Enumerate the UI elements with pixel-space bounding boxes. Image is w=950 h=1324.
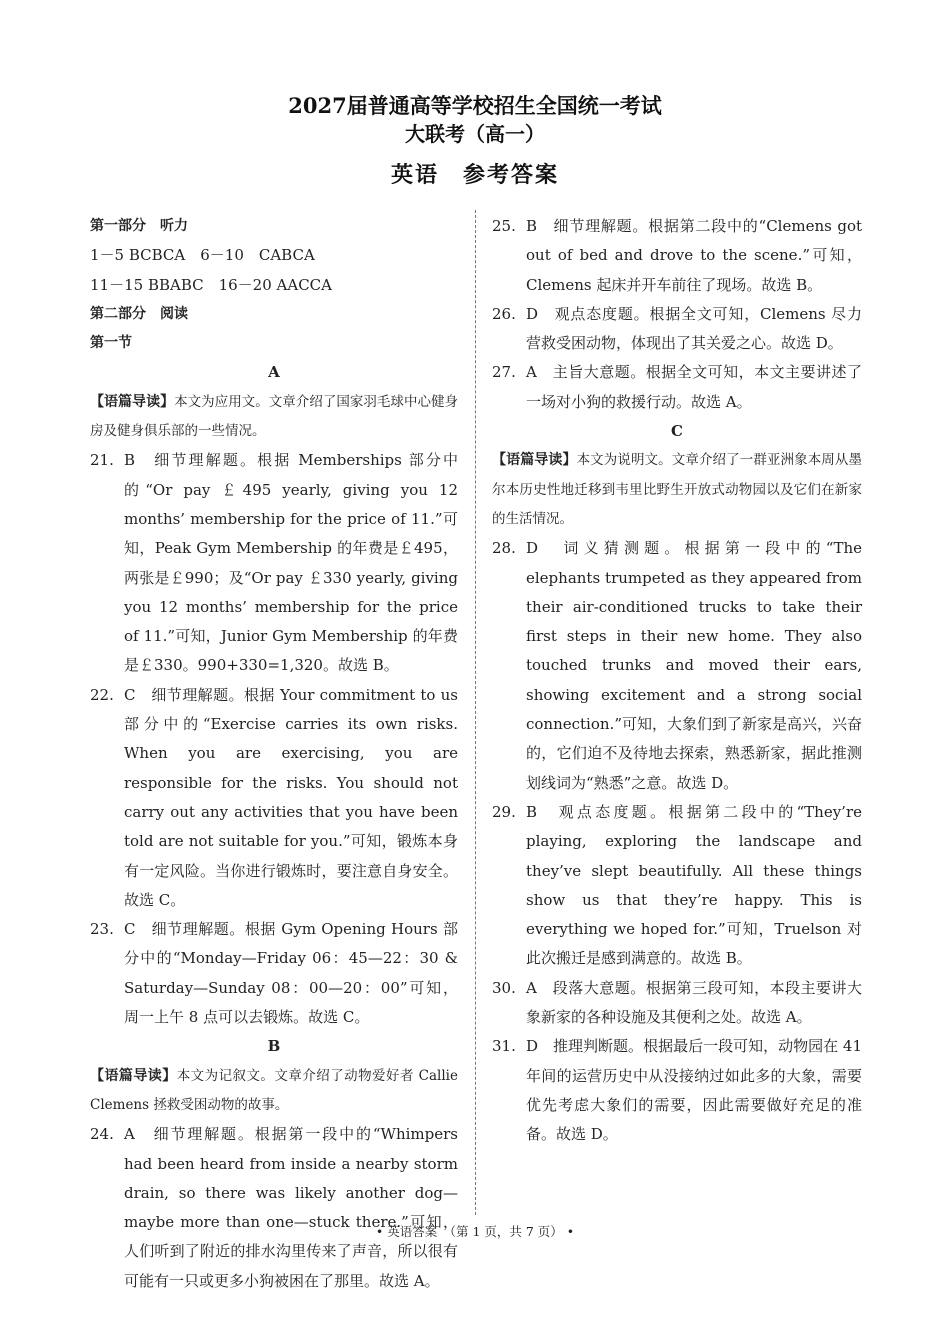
- column-divider: [475, 210, 476, 1215]
- answer-item: [492, 358, 862, 417]
- guide-text: 本文为说明文。文章介绍了一群亚洲象本周从墨尔本历史性地迁移到韦里比野生开放式动物园以及它们在新家的生活情况。: [492, 452, 863, 527]
- passage-b-label: B: [267, 1037, 281, 1056]
- item-number: 30.: [492, 978, 516, 997]
- left-column: [90, 212, 458, 1296]
- item-text: C 细节理解题。根据 Your commitment to us 部分中的“Exercise carries its own risks. When you are exercising, you are responsible for the risks. You should not carry out any activities that you have been told are not suitable for you.”可知，锻炼本身有一定风险。当你进行锻炼时，要注意自身安全。故选 C。: [124, 685, 458, 909]
- answer-item: [90, 446, 458, 680]
- item-number: 24.: [90, 1125, 114, 1144]
- passage-b-guide: [90, 1062, 458, 1121]
- item-number: 29.: [492, 802, 516, 821]
- passage-c-guide: [492, 446, 862, 534]
- passage-c-label: C: [671, 422, 683, 441]
- document-title: 英语 参考答案: [390, 162, 559, 188]
- item-number: 26.: [492, 304, 516, 323]
- guide-text: 本文为记叙文。文章介绍了动物爱好者 Callie Clemens 拯救受困动物的故事。: [90, 1067, 458, 1113]
- answer-item: [492, 300, 862, 359]
- part2-heading: 第二部分 阅读: [90, 305, 188, 322]
- right-column: [492, 212, 862, 1150]
- answer-item: [492, 534, 862, 798]
- answer-item: [492, 212, 862, 300]
- item-number: 22.: [90, 685, 114, 704]
- guide-label: 【语篇导读】: [90, 393, 175, 410]
- item-number: 23.: [90, 920, 114, 939]
- passage-a-guide: [90, 388, 458, 447]
- part1-heading: 第一部分 听力: [90, 218, 188, 234]
- item-text: B 细节理解题。根据 Memberships 部分中的“Or pay ￡495 yearly, giving you 12 months’ membership for the price of 11.”可知，Peak Gym Membership 的年费是￡495，两张是￡990；及“Or pay ￡330 yearly, giving you 12 months’ membership for the price of 11.”可知，Junior Gym Membership 的年费是￡330。990+330=1,320。故选 B。: [124, 451, 458, 675]
- item-text: D 词义猜测题。根据第一段中的“The elephants trumpeted as they appeared from their air-conditioned trucks to take their first steps in their new home. They also touched trunks and moved their ears, showing excitement and a strong social connection.”可知，大象们到了新家是高兴，兴奋的，它们迫不及待地去探索，熟悉新家，据此推测划线词为“熟悉”之意。故选 D。: [526, 539, 862, 792]
- exam-subtitle: 大联考（高一）: [405, 122, 545, 146]
- answer-item: [90, 1120, 458, 1296]
- answer-item: [90, 681, 458, 915]
- answer-item: [492, 974, 862, 1033]
- passage-a-label: A: [268, 363, 280, 382]
- answer-item: [90, 915, 458, 1032]
- item-number: 21.: [90, 451, 114, 470]
- item-number: 31.: [492, 1037, 516, 1056]
- answer-item: [492, 1032, 862, 1149]
- item-text: A 细节理解题。根据第一段中的“Whimpers had been heard from inside a nearby storm drain, so there was likely another dog—maybe more than one—stuck there.”可知，人们听到了附近的排水沟里传来了声音，所以很有可能有一只或更多小狗被困在了那里。故选 A。: [124, 1125, 458, 1290]
- page-footer: • 英语答案 （第 1 页，共 7 页） •: [375, 1224, 575, 1239]
- item-number: 25.: [492, 217, 516, 235]
- item-text: B 细节理解题。根据第二段中的“Clemens got out of bed and drove to the scene.”可知，Clemens 起床并开车前往了现场。故选 B。: [526, 217, 862, 294]
- item-text: A 段落大意题。根据第三段可知，本段主要讲大象新家的各种设施及其便利之处。故选 A。: [526, 978, 862, 1027]
- answer-item: [492, 798, 862, 974]
- section1-heading: 第一节: [90, 335, 132, 352]
- guide-text: 本文为应用文。文章介绍了国家羽毛球中心健身房及健身俱乐部的一些情况。: [90, 393, 459, 440]
- guide-label: 【语篇导读】: [90, 1067, 177, 1084]
- exam-title: 2027届普通高等学校招生全国统一考试: [288, 93, 662, 118]
- item-text: D 观点态度题。根据全文可知，Clemens 尽力营救受困动物，体现出了其关爱之心。故选 D。: [526, 304, 862, 353]
- item-text: B 观点态度题。根据第二段中的“They’re playing, exploring the landscape and they’ve slept beautifully. All these things show us that they’re happy. This is everything we hoped for.”可知，Truelson 对此次搬迁是感到满意的。故选 B。: [526, 802, 862, 968]
- item-number: 27.: [492, 363, 516, 382]
- guide-label: 【语篇导读】: [492, 452, 577, 469]
- item-text: D 推理判断题。根据最后一段可知，动物园在 41 年间的运营历史中从没接纳过如此多的大象，需要优先考虑大象们的需要，因此需要做好充足的准备。故选 D。: [526, 1037, 862, 1144]
- item-number: 28.: [492, 539, 516, 558]
- listening-answers-1: 1－5 BCBCA 6－10 CABCA: [90, 246, 315, 265]
- item-text: A 主旨大意题。根据全文可知，本文主要讲述了一场对小狗的救援行动。故选 A。: [526, 363, 862, 411]
- item-text: C 细节理解题。根据 Gym Opening Hours 部分中的“Monday—Friday 06：45—22：30 & Saturday—Sunday 08：00—20：00”可知，周一上午 8 点可以去锻炼。故选 C。: [124, 920, 458, 1027]
- listening-answers-2: 11－15 BBABC 16－20 AACCA: [90, 275, 332, 294]
